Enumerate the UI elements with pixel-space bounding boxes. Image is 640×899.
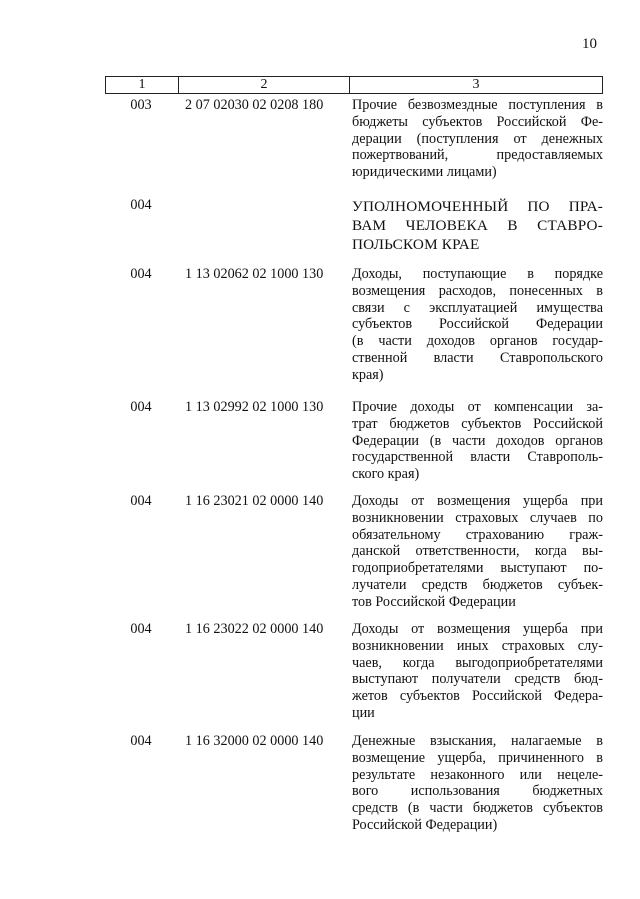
description-line: Прочие безвозмездные поступления в [352, 97, 603, 113]
description-line: трат бюджетов субъектов Российской [352, 415, 603, 432]
description-line: Федерации (в части доходов органов [352, 432, 603, 449]
description-line: возникновении иных страховых слу- [352, 637, 603, 654]
description-line: возникновении страховых случаев по [352, 509, 603, 526]
description-line: обязательному страхованию граж- [352, 526, 603, 543]
description-line: годоприобретателями выступают по- [352, 560, 603, 577]
description-line: вого использования бюджетных [352, 783, 603, 800]
description-line: данской ответственности, когда вы- [352, 543, 603, 560]
description-line: Доходы от возмещения ущерба при [352, 493, 603, 509]
column-header-1: 1 [106, 77, 179, 93]
income-code-cell: 1 16 23022 02 0000 140 [185, 621, 324, 637]
column-header-2: 2 [179, 77, 350, 93]
description-line: дерации (поступления от денежных [352, 130, 603, 147]
description-cell [352, 399, 603, 483]
description-line: ПОЛЬСКОМ КРАЕ [352, 236, 480, 253]
income-code-cell: 1 13 02992 02 1000 130 [185, 399, 324, 415]
description-line: ского края) [352, 466, 420, 483]
description-cell [352, 197, 603, 254]
description-line: тов Российской Федерации [352, 593, 516, 610]
description-line: Доходы, поступающие в порядке [352, 266, 603, 282]
description-line: Российской Федерации) [352, 816, 498, 833]
income-code-cell: 1 16 23021 02 0000 140 [185, 493, 324, 509]
description-cell [352, 266, 603, 384]
column-header-3: 3 [472, 77, 480, 92]
description-line: выступают получатели средств бюд- [352, 671, 603, 688]
description-cell [352, 621, 603, 722]
description-line: ции [352, 704, 375, 721]
description-line: бюджеты субъектов Российской Фе- [352, 113, 603, 130]
description-line: возмещение ущерба, причиненного в [352, 749, 603, 766]
table-header [105, 76, 603, 94]
description-line: жетов субъектов Российской Федера- [352, 688, 603, 705]
description-line: УПОЛНОМОЧЕННЫЙ ПО ПРА- [352, 198, 603, 215]
admin-code-cell: 004 [130, 399, 152, 415]
description-line: чаев, когда выгодоприобретателями [352, 654, 603, 671]
admin-code-cell: 004 [130, 733, 152, 749]
description-cell [352, 493, 603, 611]
page-number: 10 [582, 36, 597, 52]
admin-code-cell: 003 [130, 97, 152, 113]
income-code-cell: 1 16 32000 02 0000 140 [185, 733, 324, 749]
description-line: Денежные взыскания, налагаемые в [352, 733, 603, 749]
description-line: результате незаконного или нецеле- [352, 766, 603, 783]
description-line: связи с эксплуатацией имущества [352, 299, 603, 316]
description-line: лучатели средств бюджетов субъек- [352, 576, 603, 593]
description-line: юридическими лицами) [352, 164, 497, 181]
admin-code-cell: 004 [130, 621, 152, 637]
admin-code-cell: 004 [130, 266, 152, 282]
admin-code-cell: 004 [130, 493, 152, 509]
description-line: средств (в части бюджетов субъектов [352, 800, 603, 817]
description-line: края) [352, 366, 384, 383]
description-line: (в части доходов органов государ- [352, 333, 603, 350]
description-cell [352, 97, 603, 181]
description-line: Прочие доходы от компенсации за- [352, 399, 603, 415]
description-line: ственной власти Ставропольского [352, 349, 603, 366]
description-cell [352, 733, 603, 834]
description-line: государственной власти Ставрополь- [352, 449, 603, 466]
description-line: пожертвований, предоставляемых [352, 147, 603, 164]
income-code-cell: 2 07 02030 02 0208 180 [185, 97, 324, 113]
description-line: субъектов Российской Федерации [352, 316, 603, 333]
description-line: возмещения расходов, понесенных в [352, 282, 603, 299]
description-line: Доходы от возмещения ущерба при [352, 621, 603, 637]
admin-code-cell: 004 [130, 197, 152, 213]
description-line: ВАМ ЧЕЛОВЕКА В СТАВРО- [352, 217, 603, 234]
income-code-cell: 1 13 02062 02 1000 130 [185, 266, 324, 282]
